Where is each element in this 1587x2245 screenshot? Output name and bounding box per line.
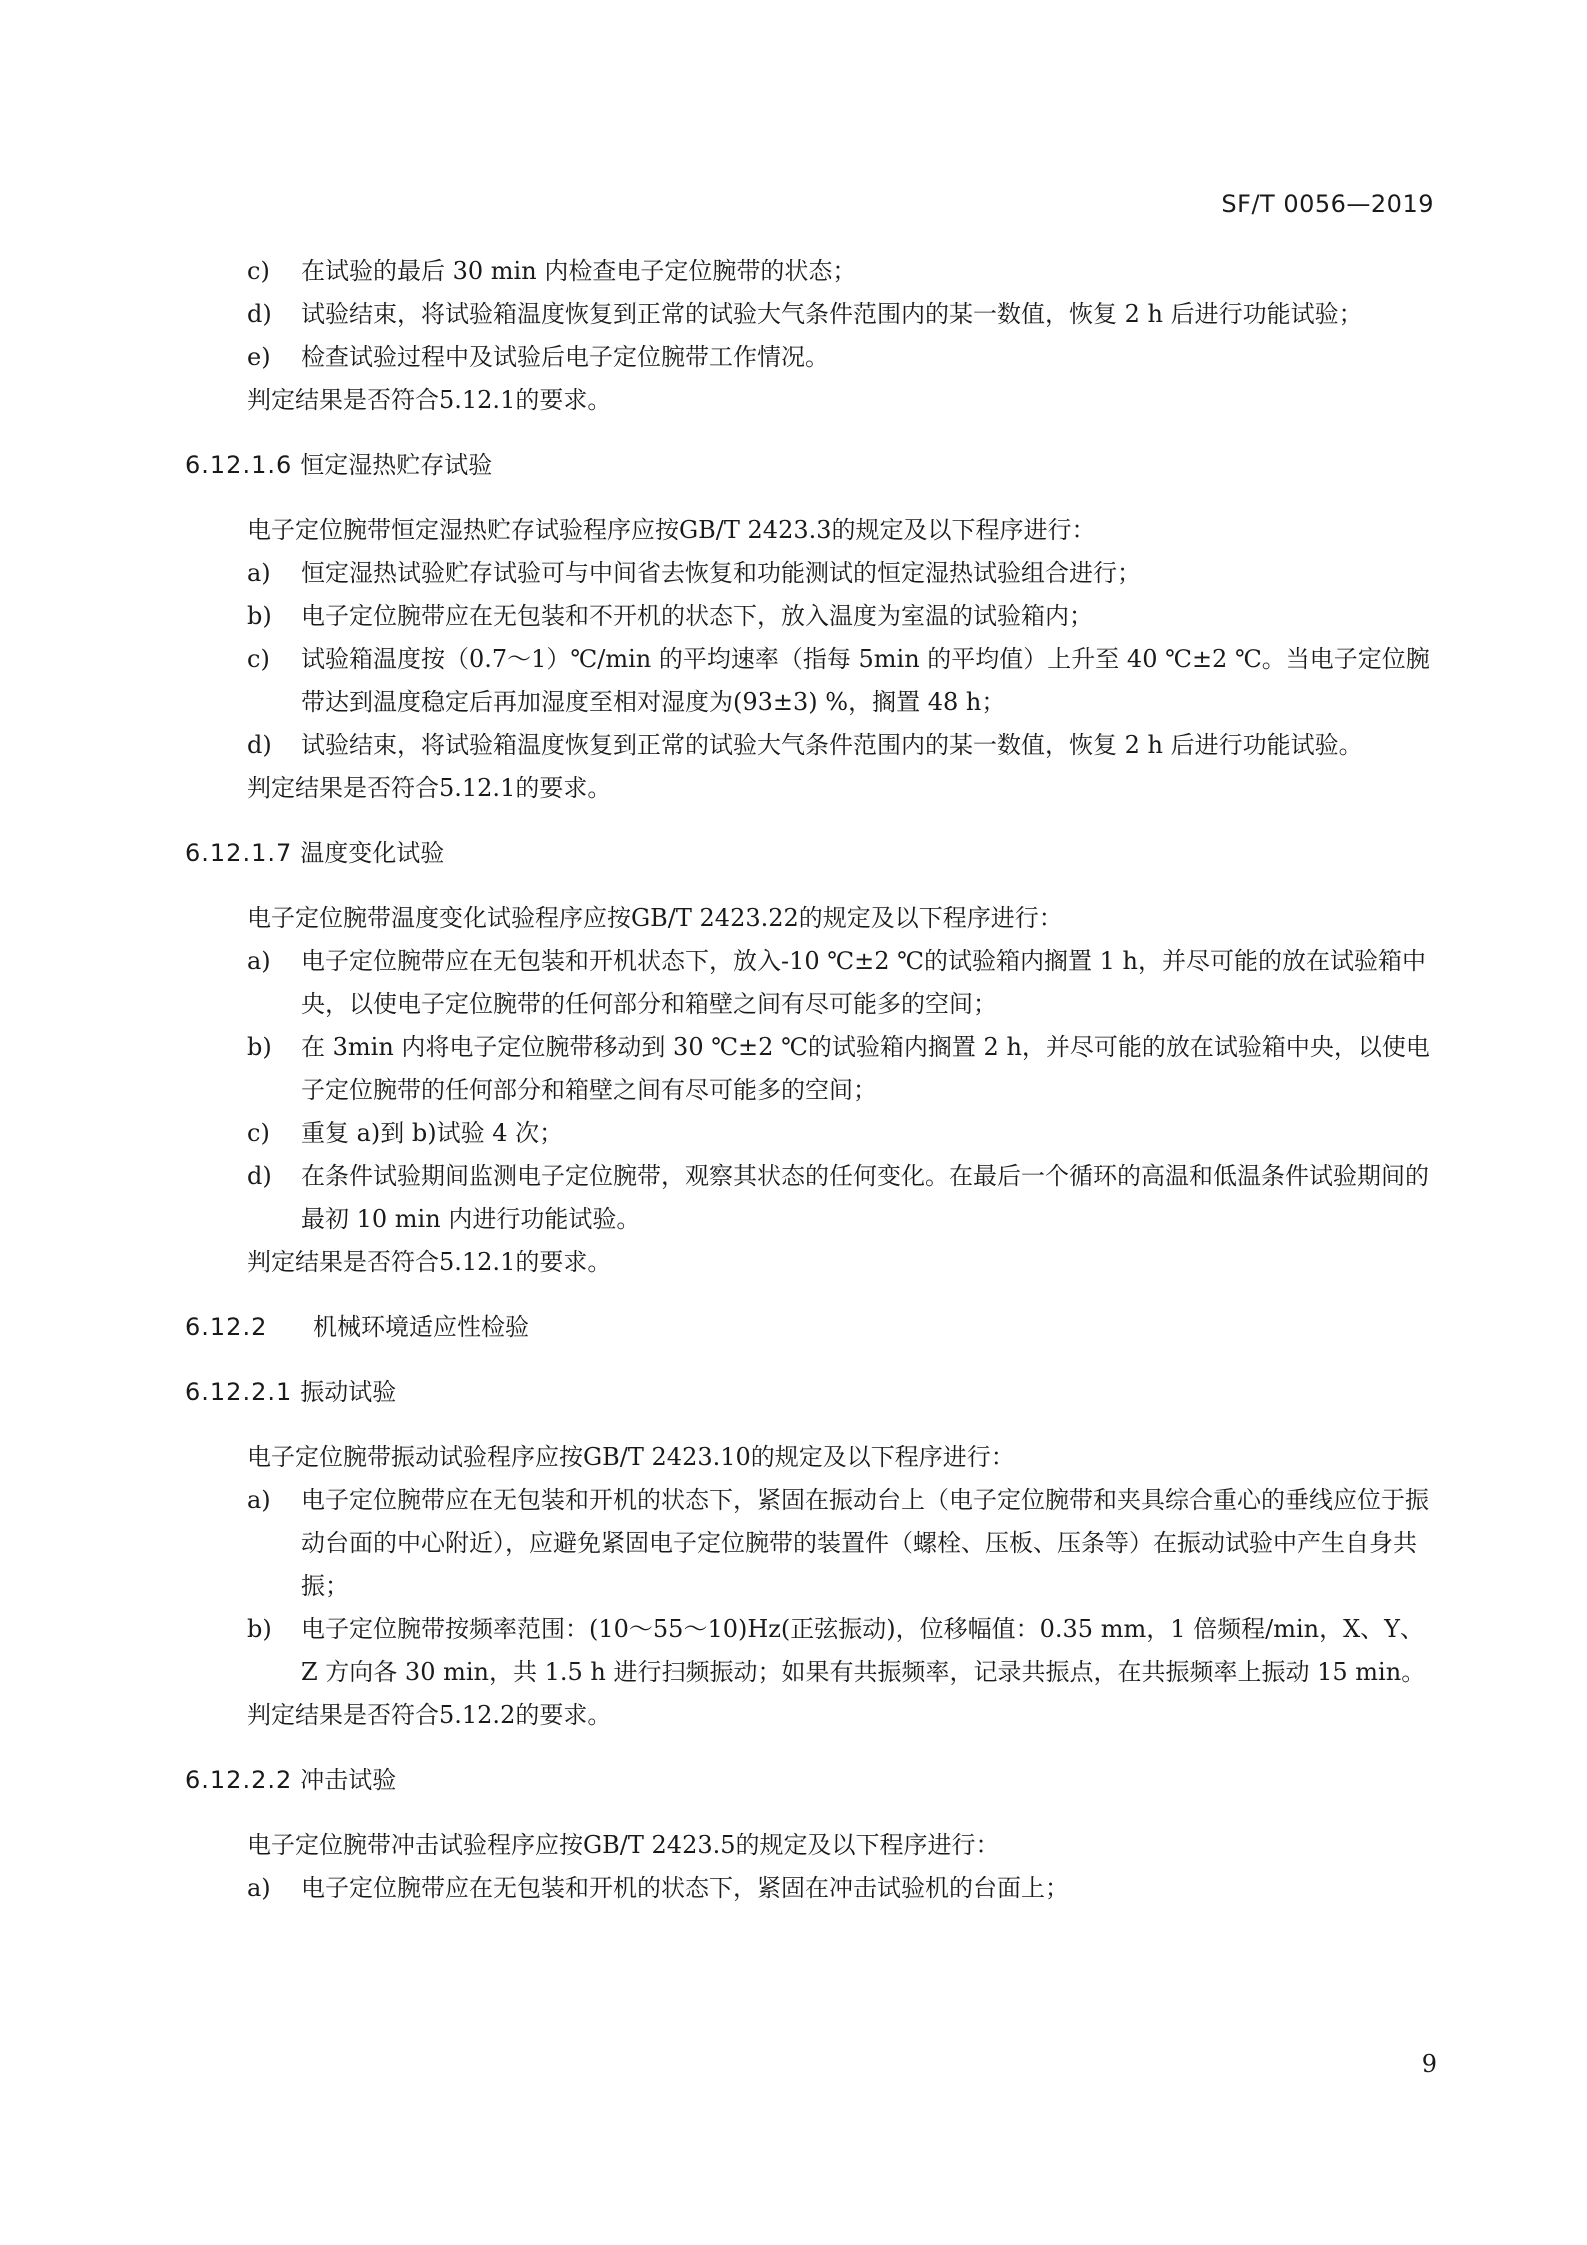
list-item-marker: b) (247, 602, 272, 630)
paragraph: 判定结果是否符合5.12.1的要求。 (247, 774, 612, 802)
section-number: 6.12.1.7 (185, 839, 293, 867)
list-item-text: 电子定位腕带应在无包装和开机的状态下，紧固在冲击试验机的台面上； (301, 1874, 1069, 1902)
list-item (185, 1867, 1435, 1910)
page-number: 9 (1421, 2050, 1437, 2078)
section-heading (185, 1759, 1435, 1802)
list-item (185, 1026, 1435, 1112)
paragraph: 判定结果是否符合5.12.1的要求。 (247, 386, 612, 414)
list-item-text: 试验结束，将试验箱温度恢复到正常的试验大气条件范围内的某一数值，恢复 2 h 后进行功能试验； (301, 300, 1363, 328)
paragraph: 电子定位腕带恒定湿热贮存试验程序应按GB/T 2423.3的规定及以下程序进行： (247, 516, 1096, 544)
standard-code: SF/T 0056—2019 (1221, 190, 1434, 218)
section-number: 6.12.2.2 (185, 1766, 293, 1794)
section-number: 6.12.2 (185, 1313, 268, 1341)
list-item (185, 1479, 1435, 1608)
document-body (185, 250, 1435, 1910)
list-item-marker: a) (247, 559, 271, 587)
paragraph: 电子定位腕带温度变化试验程序应按GB/T 2423.22的规定及以下程序进行： (247, 904, 1063, 932)
section-heading (185, 1371, 1435, 1414)
paragraph: 判定结果是否符合5.12.2的要求。 (247, 1701, 612, 1729)
list-item-marker: e) (247, 343, 271, 371)
list-item-marker: d) (247, 1162, 272, 1190)
section-heading (185, 1306, 1435, 1349)
list-item (185, 638, 1435, 724)
section-title: 温度变化试验 (300, 839, 445, 867)
list-item-marker: b) (247, 1033, 272, 1061)
list-item-text: 在 3min 内将电子定位腕带移动到 30 ℃±2 ℃的试验箱内搁置 2 h，并尽可能的放在试验箱中央，以使电子定位腕带的任何部分和箱壁之间有尽可能多的空间； (301, 1033, 1430, 1104)
list-item-text: 电子定位腕带应在无包装和不开机的状态下，放入温度为室温的试验箱内； (301, 602, 1093, 630)
list-item-text: 电子定位腕带应在无包装和开机状态下，放入-10 ℃±2 ℃的试验箱内搁置 1 h，并尽可能的放在试验箱中央，以使电子定位腕带的任何部分和箱壁之间有尽可能多的空间； (301, 947, 1426, 1018)
list-item-marker: b) (247, 1615, 272, 1643)
list-item-marker: c) (247, 257, 270, 285)
list-item (185, 1112, 1435, 1155)
section-number: 6.12.2.1 (185, 1378, 293, 1406)
list-item (185, 1155, 1435, 1241)
list-item-text: 重复 a)到 b)试验 4 次； (301, 1119, 564, 1147)
list-item-text: 电子定位腕带按频率范围：(10～55～10)Hz(正弦振动)，位移幅值：0.35 mm，1 倍频程/min，X、Y、Z 方向各 30 min，共 1.5 h 进行扫频振动；如果有共振频率，记录共振点，在共振频率上振动 15 min。 (301, 1615, 1426, 1686)
list-item-text: 试验箱温度按（0.7～1）℃/min 的平均速率（指每 5min 的平均值）上升至 40 ℃±2 ℃。当电子定位腕带达到温度稳定后再加湿度至相对湿度为(93±3) %，搁置 48 h； (301, 645, 1430, 716)
list-item-text: 在条件试验期间监测电子定位腕带，观察其状态的任何变化。在最后一个循环的高温和低温条件试验期间的最初 10 min 内进行功能试验。 (301, 1162, 1429, 1233)
list-item-text: 在试验的最后 30 min 内检查电子定位腕带的状态； (301, 257, 857, 285)
list-item (185, 940, 1435, 1026)
section-heading (185, 444, 1435, 487)
list-item-marker: a) (247, 1486, 271, 1514)
section-title: 恒定湿热贮存试验 (300, 451, 493, 479)
list-item (185, 724, 1435, 767)
list-item (185, 1608, 1435, 1694)
list-item-marker: a) (247, 1874, 271, 1902)
section-title: 振动试验 (300, 1378, 397, 1406)
list-item-marker: d) (247, 731, 272, 759)
paragraph: 判定结果是否符合5.12.1的要求。 (247, 1248, 612, 1276)
list-item-marker: c) (247, 645, 270, 673)
list-item (185, 250, 1435, 293)
list-item (185, 552, 1435, 595)
paragraph: 电子定位腕带冲击试验程序应按GB/T 2423.5的规定及以下程序进行： (247, 1831, 1000, 1859)
paragraph: 电子定位腕带振动试验程序应按GB/T 2423.10的规定及以下程序进行： (247, 1443, 1015, 1471)
section-heading (185, 832, 1435, 875)
list-item-marker: a) (247, 947, 271, 975)
list-item-marker: d) (247, 300, 272, 328)
list-item-marker: c) (247, 1119, 270, 1147)
list-item-text: 恒定湿热试验贮存试验可与中间省去恢复和功能测试的恒定湿热试验组合进行； (301, 559, 1141, 587)
list-item-text: 试验结束，将试验箱温度恢复到正常的试验大气条件范围内的某一数值，恢复 2 h 后进行功能试验。 (301, 731, 1363, 759)
list-item (185, 595, 1435, 638)
list-item (185, 336, 1435, 379)
section-number: 6.12.1.6 (185, 451, 293, 479)
section-title: 冲击试验 (300, 1766, 397, 1794)
section-title: 机械环境适应性检验 (313, 1313, 529, 1341)
list-item-text: 检查试验过程中及试验后电子定位腕带工作情况。 (301, 343, 829, 371)
list-item-text: 电子定位腕带应在无包装和开机的状态下，紧固在振动台上（电子定位腕带和夹具综合重心的垂线应位于振动台面的中心附近），应避免紧固电子定位腕带的装置件（螺栓、压板、压条等）在振动试验中产生自身共振； (301, 1486, 1429, 1600)
list-item (185, 293, 1435, 336)
